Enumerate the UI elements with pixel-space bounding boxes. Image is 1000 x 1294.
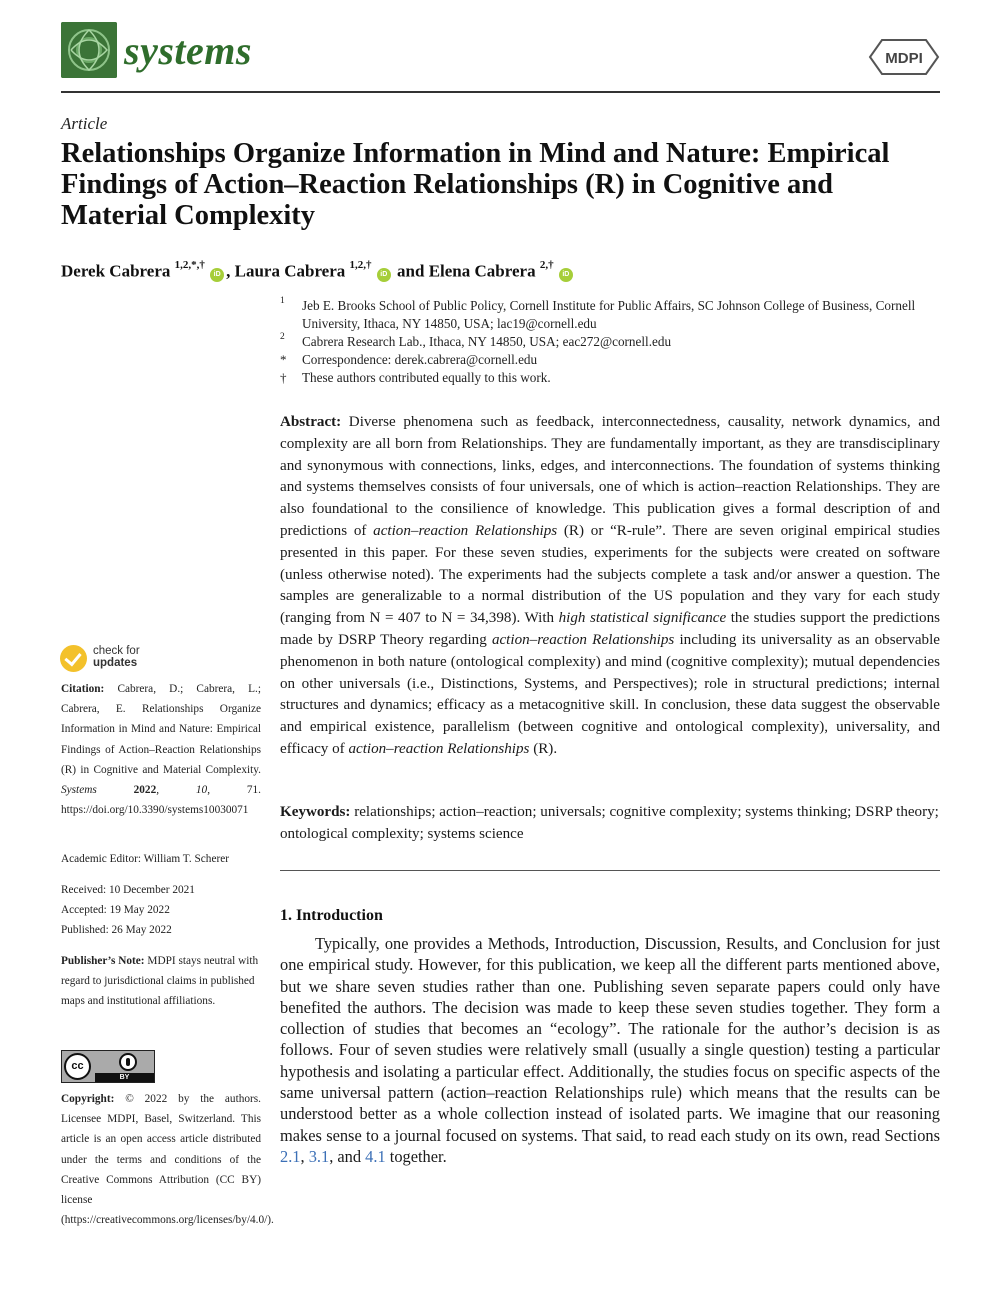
abstract-emphasis: action–reaction Relationships [491,631,675,648]
author-list [61,261,575,282]
introduction-text: together. [385,1146,447,1166]
article-type: Article [61,114,108,133]
section-link[interactable]: 4.1 [365,1146,386,1166]
citation-year: 2022 [96,784,157,797]
section-heading: 1. Introduction [280,907,383,924]
abstract-text: (R) or “R-rule”. There are seven original empirical studies presented in this paper. For these seven studies, experiments for the subjects were created on software (unless otherwise noted). The experiments had the subjects complete a task and/or answer a question. The samples are generalizable to a normal distribution of the US population and they vary for each study (ranging from N = 407 to N = 34,398). With [280,522,940,627]
author-name: Derek Cabrera [61,261,171,281]
affiliation-text: Jeb E. Brooks School of Public Policy, Cornell Institute for Public Affairs, SC Johnson College of Business, Cornell University, Ithaca, NY 14850, USA; lac19@cornell.edu [302,298,916,331]
citation-block [61,679,261,820]
citation-journal: Systems [61,784,97,797]
abstract-text: Diverse phenomena such as feedback, interconnectedness, causality, network dynamics, and complexity are all born from Relationships. They are fundamentally important, as they are transdisciplinary and synonymous with connections, links, edges, and interconnections. The foundation of systems thinking and systems themselves consists of four universals, one of which is action–reaction Relationships. They are also foundational to the consilience of knowledge. This publication gives a formal description of and predictions of [280,414,940,539]
paper-title: Relationships Organize Information in Mind and Nature: Empirical Findings of Action–Reaction Relationships (R) in Cognitive and Material Complexity [61,138,890,231]
accepted-date: Accepted: 19 May 2022 [61,904,170,916]
abstract-emphasis: action–reaction Relationships [348,740,530,757]
attribution-person-icon [119,1053,137,1071]
citation-text: Cabrera, D.; Cabrera, L.; Cabrera, E. Relationships Organize Information in Mind and Nature: Empirical Findings of Action–Reaction Relationships (R) in Cognitive and Material Complexity. [61,683,261,776]
check-for-updates-label [93,645,140,669]
orcid-icon[interactable]: iD [559,268,573,282]
section-divider [280,870,940,871]
keywords-text: relationships; action–reaction; universals; cognitive complexity; systems thinking; DSRP theory; ontological complexity; systems science [280,804,939,842]
cc-icon: cc [64,1053,91,1080]
check-line: updates [93,657,138,669]
introduction-text: , [300,1146,309,1166]
author-name: Elena Cabrera [428,261,536,281]
section-link[interactable]: 2.1 [280,1146,301,1166]
author-separator: , [226,261,235,281]
affiliation-mark: 2 [280,332,285,342]
copyright-label: Copyright: [61,1093,115,1105]
affiliation-item [280,369,945,387]
journal-logo-icon [61,22,117,78]
affiliation-text: These authors contributed equally to this work. [302,370,551,385]
header-rule [61,91,940,93]
affiliation-item [280,351,945,369]
publisher-note-label: Publisher’s Note: [61,955,145,967]
affiliation-mark: † [280,370,287,385]
affiliation-text: Cabrera Research Lab., Ithaca, NY 14850, USA; eac272@cornell.edu [302,334,672,349]
journal-name: systems [124,28,252,73]
affiliation-item [280,297,945,333]
affiliations [280,297,945,387]
keywords-label: Keywords: [280,804,351,820]
author-separator: and [392,261,429,281]
abstract-emphasis: action–reaction Relationships [373,522,558,539]
affiliation-item [280,333,945,351]
cc-by-license-badge[interactable] [61,1050,155,1083]
academic-editor: Academic Editor: William T. Scherer [61,853,230,865]
published-date: Published: 26 May 2022 [61,924,172,936]
introduction-text: Typically, one provides a Methods, Introduction, Discussion, Results, and Conclusion for just one empirical study. However, for this publication, we keep all the different parts mentioned above, but we share seven studies rather than one. Publishing seven separate papers could only have benefited the authors. The decision was made to keep these seven studies together. They form a collection of studies that becomes an “ecology”. The rationale for the author’s decision is as follows. Four of seven studies were relatively small (usually a single question) testing a particular hypothesis and isolating a particular effect. Additionally, the studies focus on specific aspects of the same universal pattern (action–reaction Relationships rule) which means that the results can be understood better as a whole collection instead of isolated parts. We imagine that our reasoning makes sense to a journal focused on systems. That said, to read each study on its own, read Sections [280,934,940,1145]
check-for-updates-button[interactable] [60,645,170,675]
author-affiliation-marks: 2,† [539,259,554,271]
publisher-note-text: MDPI stays neutral with regard to jurisdictional claims in published maps and institutional affiliations. [61,955,259,1008]
abstract-text: including its universality as an observable phenomenon in both nature (ontological complexity) and mind (cognitive complexity); mutual dependencies on other universals (i.e., Distinctions, Systems, and Perspectives); role in structural predictions; internal structures and dynamics; efficacy as a metacognitive skill. In conclusion, these data suggest the observable and empirical existence, parallelism (between cognitive and ontological complexity), universality, and efficacy of [280,631,940,757]
abstract-text: (R). [529,740,558,757]
publisher-name: MDPI [885,50,923,67]
introduction-text: , and [329,1146,366,1166]
author-affiliation-marks: 1,2,† [349,259,372,271]
affiliation-text: Correspondence: derek.cabrera@cornell.edu [302,352,538,367]
copyright-block [61,1089,274,1230]
orcid-icon[interactable]: iD [210,268,224,282]
abstract-emphasis: high statistical significance [558,610,727,627]
received-date: Received: 10 December 2021 [61,884,195,896]
abstract [280,412,940,761]
check-icon [60,645,87,672]
author-name: Laura Cabrera [234,261,346,281]
affiliation-mark: * [280,352,287,367]
publisher-logo [868,38,940,76]
affiliation-mark: 1 [280,296,285,306]
citation-doi[interactable]: , 71. https://doi.org/10.3390/systems10030071 [61,784,261,817]
abstract-text: the studies support the predictions made by DSRP Theory regarding [280,610,940,648]
citation-label: Citation: [61,683,105,695]
orcid-icon[interactable]: iD [377,268,391,282]
keywords [280,802,940,846]
by-label: BY [95,1073,154,1082]
copyright-text: © 2022 by the authors. Licensee MDPI, Basel, Switzerland. This article is an open access article distributed under the terms and conditions of the Creative Commons Attribution (CC BY) license (https://creativecommons.org/licenses/by/4.0/). [61,1093,274,1227]
author-affiliation-marks: 1,2,*,† [174,259,205,271]
publisher-note [61,951,261,1012]
section-link[interactable]: 3.1 [308,1146,330,1166]
abstract-label: Abstract: [280,414,342,430]
introduction-paragraph [280,933,940,1167]
citation-volume: , 10 [156,784,208,797]
check-line: check for [93,645,140,657]
